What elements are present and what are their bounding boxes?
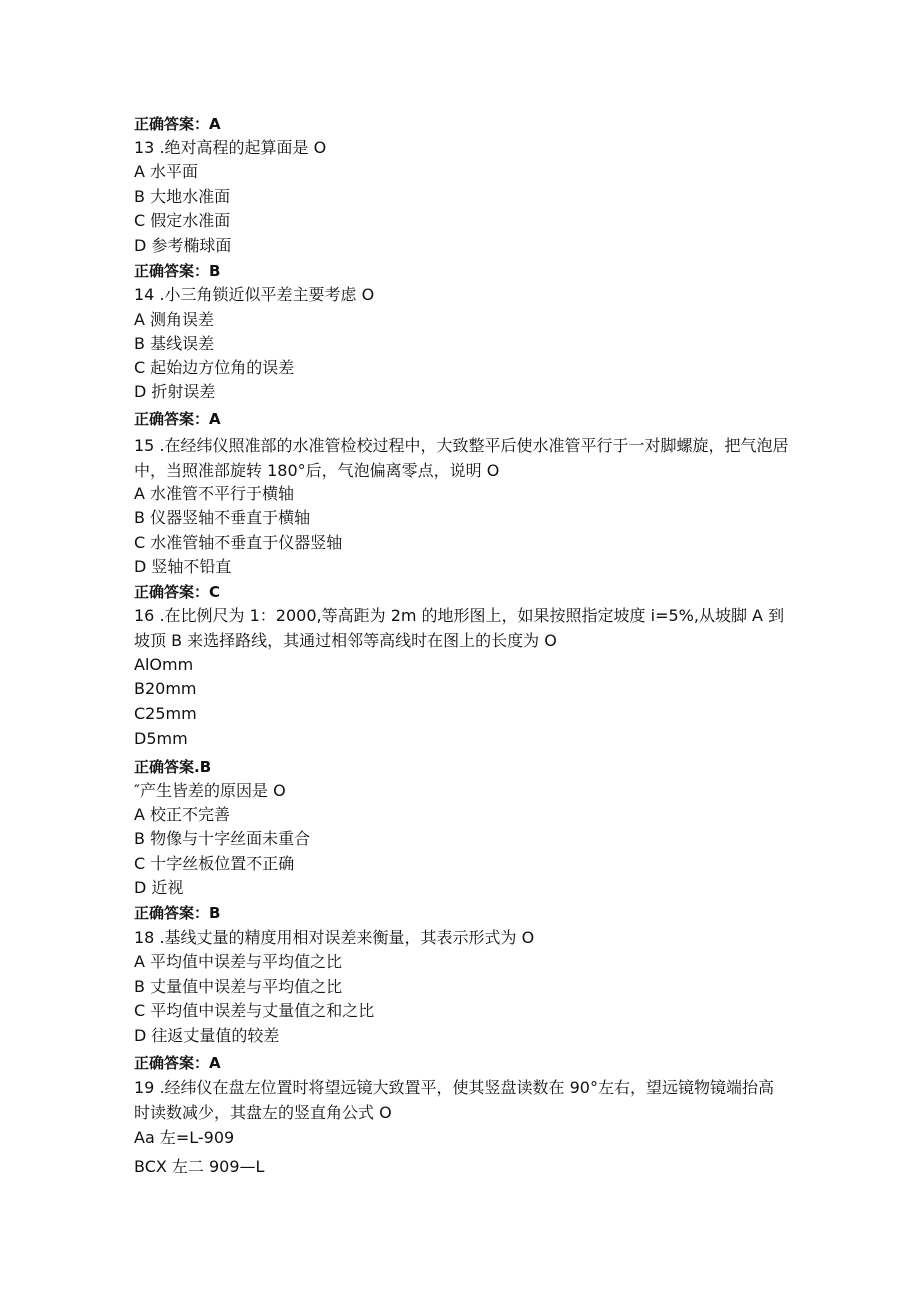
answer-line: 正确答案：A: [134, 115, 221, 133]
answer-line: 正确答案：C: [134, 583, 221, 601]
question-line: 16 .在比例尺为 1：2000,等高距为 2m 的地形图上，如果按照指定坡度 i=5%,从坡脚 A 到坡顶 B 来选择路线，其通过相邻等高线时在图上的长度为 O: [134, 606, 785, 650]
option-line: B 基线误差: [134, 334, 215, 353]
answer-line: 正确答案.B: [134, 758, 212, 776]
option-line: A 平均值中误差与平均值之比: [134, 952, 343, 971]
option-line: B 大地水准面: [134, 187, 231, 206]
answer-line: 正确答案：A: [134, 1054, 221, 1072]
option-line: D5mm: [134, 729, 188, 748]
option-line: C 水准管轴不垂直于仪器竖轴: [134, 533, 343, 552]
option-line: A 水准管不平行于横轴: [134, 484, 295, 503]
option-line: D 往返丈量值的较差: [134, 1026, 280, 1045]
option-line: B 仪器竖轴不垂直于横轴: [134, 508, 311, 527]
option-line: B20mm: [134, 679, 197, 698]
question-line: 13 .绝对高程的起算面是 O: [134, 138, 327, 157]
option-line: A 校正不完善: [134, 805, 231, 824]
option-line: B 物像与十字丝面未重合: [134, 829, 311, 848]
option-line: A 测角误差: [134, 310, 215, 329]
option-line: C 假定水准面: [134, 211, 231, 230]
option-line: Aa 左=L-909: [134, 1128, 235, 1147]
question-line: 15 .在经纬仪照准部的水准管检校过程中，大致整平后使水准管平行于一对脚螺旋，把气泡居中，当照准部旋转 180°后，气泡偏离零点，说明 O: [134, 436, 789, 480]
option-line: D 竖轴不铅直: [134, 557, 232, 576]
question-line: 19 .经纬仪在盘左位置时将望远镜大致置平，使其竖盘读数在 90°左右，望远镜物镜端抬高时读数减少，其盘左的竖直角公式 O: [134, 1078, 774, 1122]
option-line: C 十字丝板位置不正确: [134, 854, 295, 873]
option-line: C 平均值中误差与丈量值之和之比: [134, 1001, 375, 1020]
option-line: B 丈量值中误差与平均值之比: [134, 977, 343, 996]
answer-line: 正确答案：B: [134, 262, 221, 280]
option-line: D 参考椭球面: [134, 236, 232, 255]
answer-line: 正确答案：B: [134, 904, 221, 922]
option-line: D 近视: [134, 878, 184, 897]
option-line: AlOmm: [134, 655, 194, 674]
question-line: 18 .基线丈量的精度用相对误差来衡量，其表示形式为 O: [134, 928, 535, 947]
option-line: BCX 左二 909—L: [134, 1157, 265, 1176]
question-line: ″产生皆差的原因是 O: [134, 781, 286, 800]
option-line: A 水平面: [134, 162, 199, 181]
option-line: C 起始边方位角的误差: [134, 358, 295, 377]
option-line: C25mm: [134, 704, 197, 723]
answer-line: 正确答案：A: [134, 410, 221, 428]
option-line: D 折射误差: [134, 382, 216, 401]
question-line: 14 .小三角锁近似平差主要考虑 O: [134, 285, 375, 304]
